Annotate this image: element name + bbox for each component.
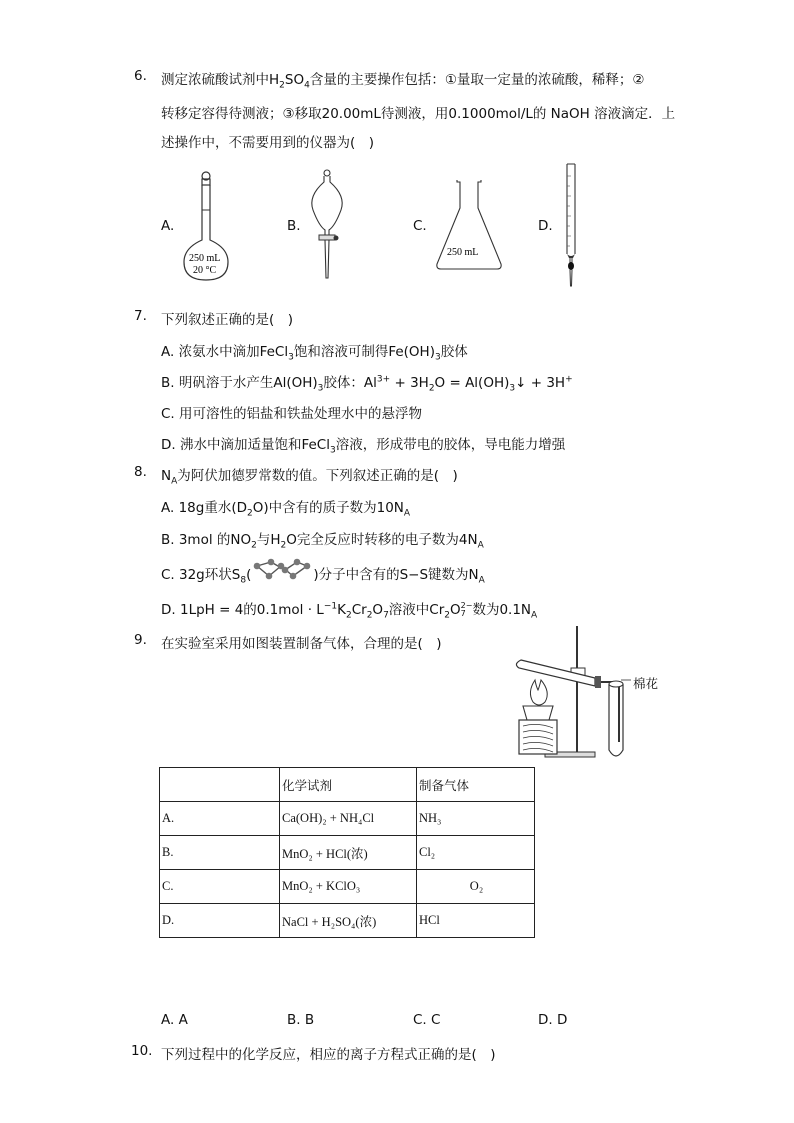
flask-temp-label: 20 °C bbox=[193, 265, 217, 276]
q10-number: 10. bbox=[131, 1043, 153, 1059]
q8-option-c: C. 32g环状$S_8$( )分子中含有的S−S键数为$N_A$ bbox=[161, 567, 485, 586]
q7-number: 7. bbox=[134, 308, 147, 324]
s8-ring-molecule-image bbox=[253, 556, 315, 584]
flask-volume-label: 250 mL bbox=[189, 253, 221, 264]
q6-stem-line3: 述操作中，不需要用到的仪器为( ) bbox=[161, 135, 375, 151]
table-cell: Cl₂ bbox=[417, 836, 535, 870]
cotton-label: 棉花 bbox=[633, 676, 659, 691]
q9-answer-d: D. D bbox=[538, 1012, 568, 1028]
volumetric-flask-image bbox=[178, 170, 238, 285]
q8-stem: $N_A$为阿伏加德罗常数的值。下列叙述正确的是( ) bbox=[161, 468, 458, 487]
q8-option-d: D. 1LpH = 4的$0.1mol \cdot L^{-1}K_2Cr_2O_7$溶液中$Cr_2O$ 2− 7 数为$0.1N_A$ bbox=[161, 601, 538, 621]
separatory-funnel-image bbox=[305, 168, 355, 283]
table-cell: A. bbox=[160, 802, 280, 836]
table-row bbox=[160, 802, 535, 836]
table-header-cell bbox=[160, 768, 280, 802]
q9-stem: 在实验室采用如图装置制备气体，合理的是( ) bbox=[161, 636, 442, 652]
reagent-gas-table bbox=[159, 767, 535, 938]
table-cell: MnO₂ + KClO₃ bbox=[280, 870, 417, 904]
table-cell: NaCl + H₂SO₄(浓) bbox=[280, 904, 417, 938]
q7-option-a: A. 浓氨水中滴加FeCl$_3$饱和溶液可制得$Fe(OH)_3$胶体 bbox=[161, 344, 468, 363]
table-cell: MnO₂ + HCl(浓) bbox=[280, 836, 417, 870]
table-cell: Ca(OH)₂ + NH₄Cl bbox=[280, 802, 417, 836]
q7-option-d: D. 沸水中滴加适量饱和FeCl$_3$溶液，形成带电的胶体，导电能力增强 bbox=[161, 437, 566, 456]
q6-option-d-label: D. bbox=[538, 218, 553, 234]
q7-option-b: B. 明矾溶于水产生$Al(OH)_3$胶体：$Al^{3+} + 3H_2O$ = $Al(OH)_3↓ + 3H^+$ bbox=[161, 374, 573, 394]
table-header-cell: 化学试剂 bbox=[280, 768, 417, 802]
table-cell: D. bbox=[160, 904, 280, 938]
q9-answer-b: B. B bbox=[287, 1012, 315, 1028]
q6-stem-line2: 转移定容得待测液；③移取20.00mL待测液，用0.1000mol/L的 NaOH 溶液滴定．上 bbox=[161, 106, 676, 122]
gas-preparation-apparatus-image bbox=[505, 622, 665, 764]
q7-option-c: C. 用可溶性的铝盐和铁盐处理水中的悬浮物 bbox=[161, 406, 423, 422]
q6-option-a-label: A. bbox=[161, 218, 175, 234]
conical-flask-image bbox=[433, 176, 505, 272]
table-cell: C. bbox=[160, 870, 280, 904]
table-header-row bbox=[160, 768, 535, 802]
table-cell: HCl bbox=[417, 904, 535, 938]
q9-number: 9. bbox=[134, 632, 147, 648]
table-cell: NH₃ bbox=[417, 802, 535, 836]
table-cell: O₂ bbox=[417, 870, 535, 904]
q9-answer-c: C. C bbox=[413, 1012, 441, 1028]
q7-stem: 下列叙述正确的是( ) bbox=[161, 312, 294, 328]
q6-option-c-label: C. bbox=[413, 218, 427, 234]
q6-option-b-label: B. bbox=[287, 218, 301, 234]
q10-stem: 下列过程中的化学反应，相应的离子方程式正确的是( ) bbox=[161, 1047, 496, 1063]
q8-option-a: A. 18g重水$(D_2O)$中含有的质子数为$10N_A$ bbox=[161, 500, 411, 519]
table-cell: B. bbox=[160, 836, 280, 870]
q6-number: 6. bbox=[134, 68, 147, 84]
table-header-cell: 制备气体 bbox=[417, 768, 535, 802]
table-row bbox=[160, 870, 535, 904]
q8-option-b: B. 3mol 的$NO_2$与$H_2O$完全反应时转移的电子数为$4N_A$ bbox=[161, 532, 484, 551]
q6-stem-line1: 测定浓硫酸试剂中$H_2SO_4$含量的主要操作包括：①量取一定量的浓硫酸，稀释；② bbox=[161, 72, 645, 91]
q9-answer-a: A. A bbox=[161, 1012, 188, 1028]
table-row bbox=[160, 836, 535, 870]
burette-image bbox=[557, 162, 587, 290]
q8-number: 8. bbox=[134, 464, 147, 480]
table-row bbox=[160, 904, 535, 938]
conical-volume-label: 250 mL bbox=[447, 247, 479, 258]
